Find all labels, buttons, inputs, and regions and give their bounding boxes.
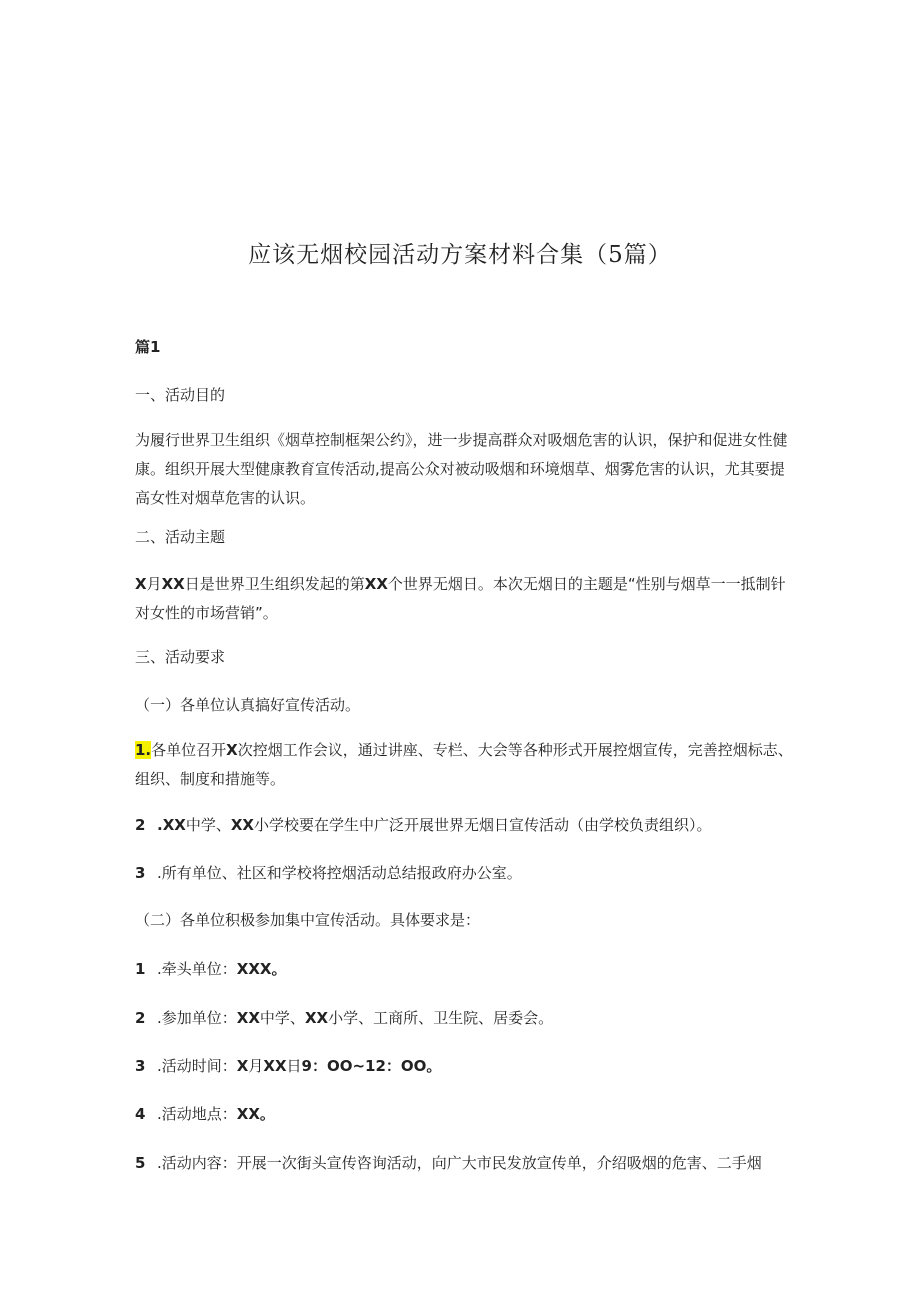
highlighted-number: 1. xyxy=(135,741,152,759)
subsection-heading-2: （二）各单位积极参加集中宣传活动。具体要求是： xyxy=(135,911,481,929)
body-text: .活动内容：开展一次街头宣传咨询活动，向广大市民发放宣传单，介绍吸烟的危害、二手烟 xyxy=(157,1154,762,1172)
body-text: 日 xyxy=(286,1057,302,1075)
section-heading-requirements: 三、活动要求 xyxy=(135,648,226,666)
body-text: 小学、工商所、卫生院、居委会。 xyxy=(328,1009,554,1027)
requirement-item-5 xyxy=(135,1154,762,1172)
time-range: 9：OO~12：OO。 xyxy=(301,1057,442,1075)
body-text: 次控烟工作会议，通过讲座、专栏、大会等各种形式开展控烟宣传，完善控烟标志、组织、制度和措施等。 xyxy=(135,741,793,788)
placeholder-text: XX xyxy=(263,1057,287,1075)
requirement-item-4 xyxy=(135,1105,275,1123)
placeholder-text: XX xyxy=(364,575,388,593)
body-text: 个世界无烟日。本次无烟日的主题是“性别与烟草一一抵制针对女性的市场营销”。 xyxy=(135,575,786,622)
body-text: .活动地点： xyxy=(157,1105,237,1123)
item-number: 5 xyxy=(135,1154,146,1172)
placeholder-text: XX xyxy=(236,1009,260,1027)
requirement-item-1 xyxy=(135,960,286,978)
requirement-item-2 xyxy=(135,1009,553,1027)
item-number: 2 xyxy=(135,1009,146,1027)
body-text: 月 xyxy=(146,575,162,593)
section-heading-purpose: 一、活动目的 xyxy=(135,386,226,404)
body-text: 小学校要在学生中广泛开展世界无烟日宣传活动（由学校负责组织）。 xyxy=(253,816,712,834)
section-body-purpose: 为履行世界卫生组织《烟草控制框架公约》，进一步提高群众对吸烟危害的认识，保护和促进女性健康。组织开展大型健康教育宣传活动,提高公众对被动吸烟和环境烟草、烟雾危害的认识，尤其要提高女性对烟草危害的认识。 xyxy=(135,431,788,507)
item-number: 3 xyxy=(135,1057,146,1075)
item-number: 1 xyxy=(135,960,146,978)
placeholder-text: XX xyxy=(304,1009,329,1027)
placeholder-text: X xyxy=(226,741,238,759)
placeholder-text: X xyxy=(236,1057,249,1075)
list-item-1 xyxy=(135,736,795,794)
placeholder-text: XX xyxy=(230,816,254,834)
list-item-2 xyxy=(135,816,712,834)
item-number: 2 xyxy=(135,816,146,834)
document-title: 应该无烟校园活动方案材料合集（5篇） xyxy=(248,242,672,268)
subsection-heading-1: （一）各单位认真搞好宣传活动。 xyxy=(135,696,361,714)
placeholder-text: XXX。 xyxy=(236,960,287,978)
section-heading-theme: 二、活动主题 xyxy=(135,528,226,546)
body-text: 各单位召开 xyxy=(151,741,227,759)
body-text: 日是世界卫生组织发起的第 xyxy=(184,575,365,593)
placeholder-text: XX。 xyxy=(236,1105,275,1123)
body-text: .牵头单位： xyxy=(157,960,237,978)
body-text: .所有单位、社区和学校将控烟活动总结报政府办公室。 xyxy=(157,864,522,882)
list-item-3 xyxy=(135,864,522,882)
body-text: .参加单位： xyxy=(157,1009,237,1027)
section-body-theme xyxy=(135,570,795,628)
body-text: .活动时间： xyxy=(157,1057,237,1075)
placeholder-text: XX xyxy=(161,575,185,593)
chapter-label: 篇1 xyxy=(135,338,161,356)
requirement-item-3 xyxy=(135,1057,441,1075)
item-number: 4 xyxy=(135,1105,146,1123)
body-text: 中学、 xyxy=(185,816,231,834)
placeholder-text: .XX xyxy=(157,816,186,834)
item-number: 3 xyxy=(135,864,146,882)
body-text: 月 xyxy=(248,1057,264,1075)
body-text: 中学、 xyxy=(259,1009,305,1027)
placeholder-text: X xyxy=(135,575,147,593)
